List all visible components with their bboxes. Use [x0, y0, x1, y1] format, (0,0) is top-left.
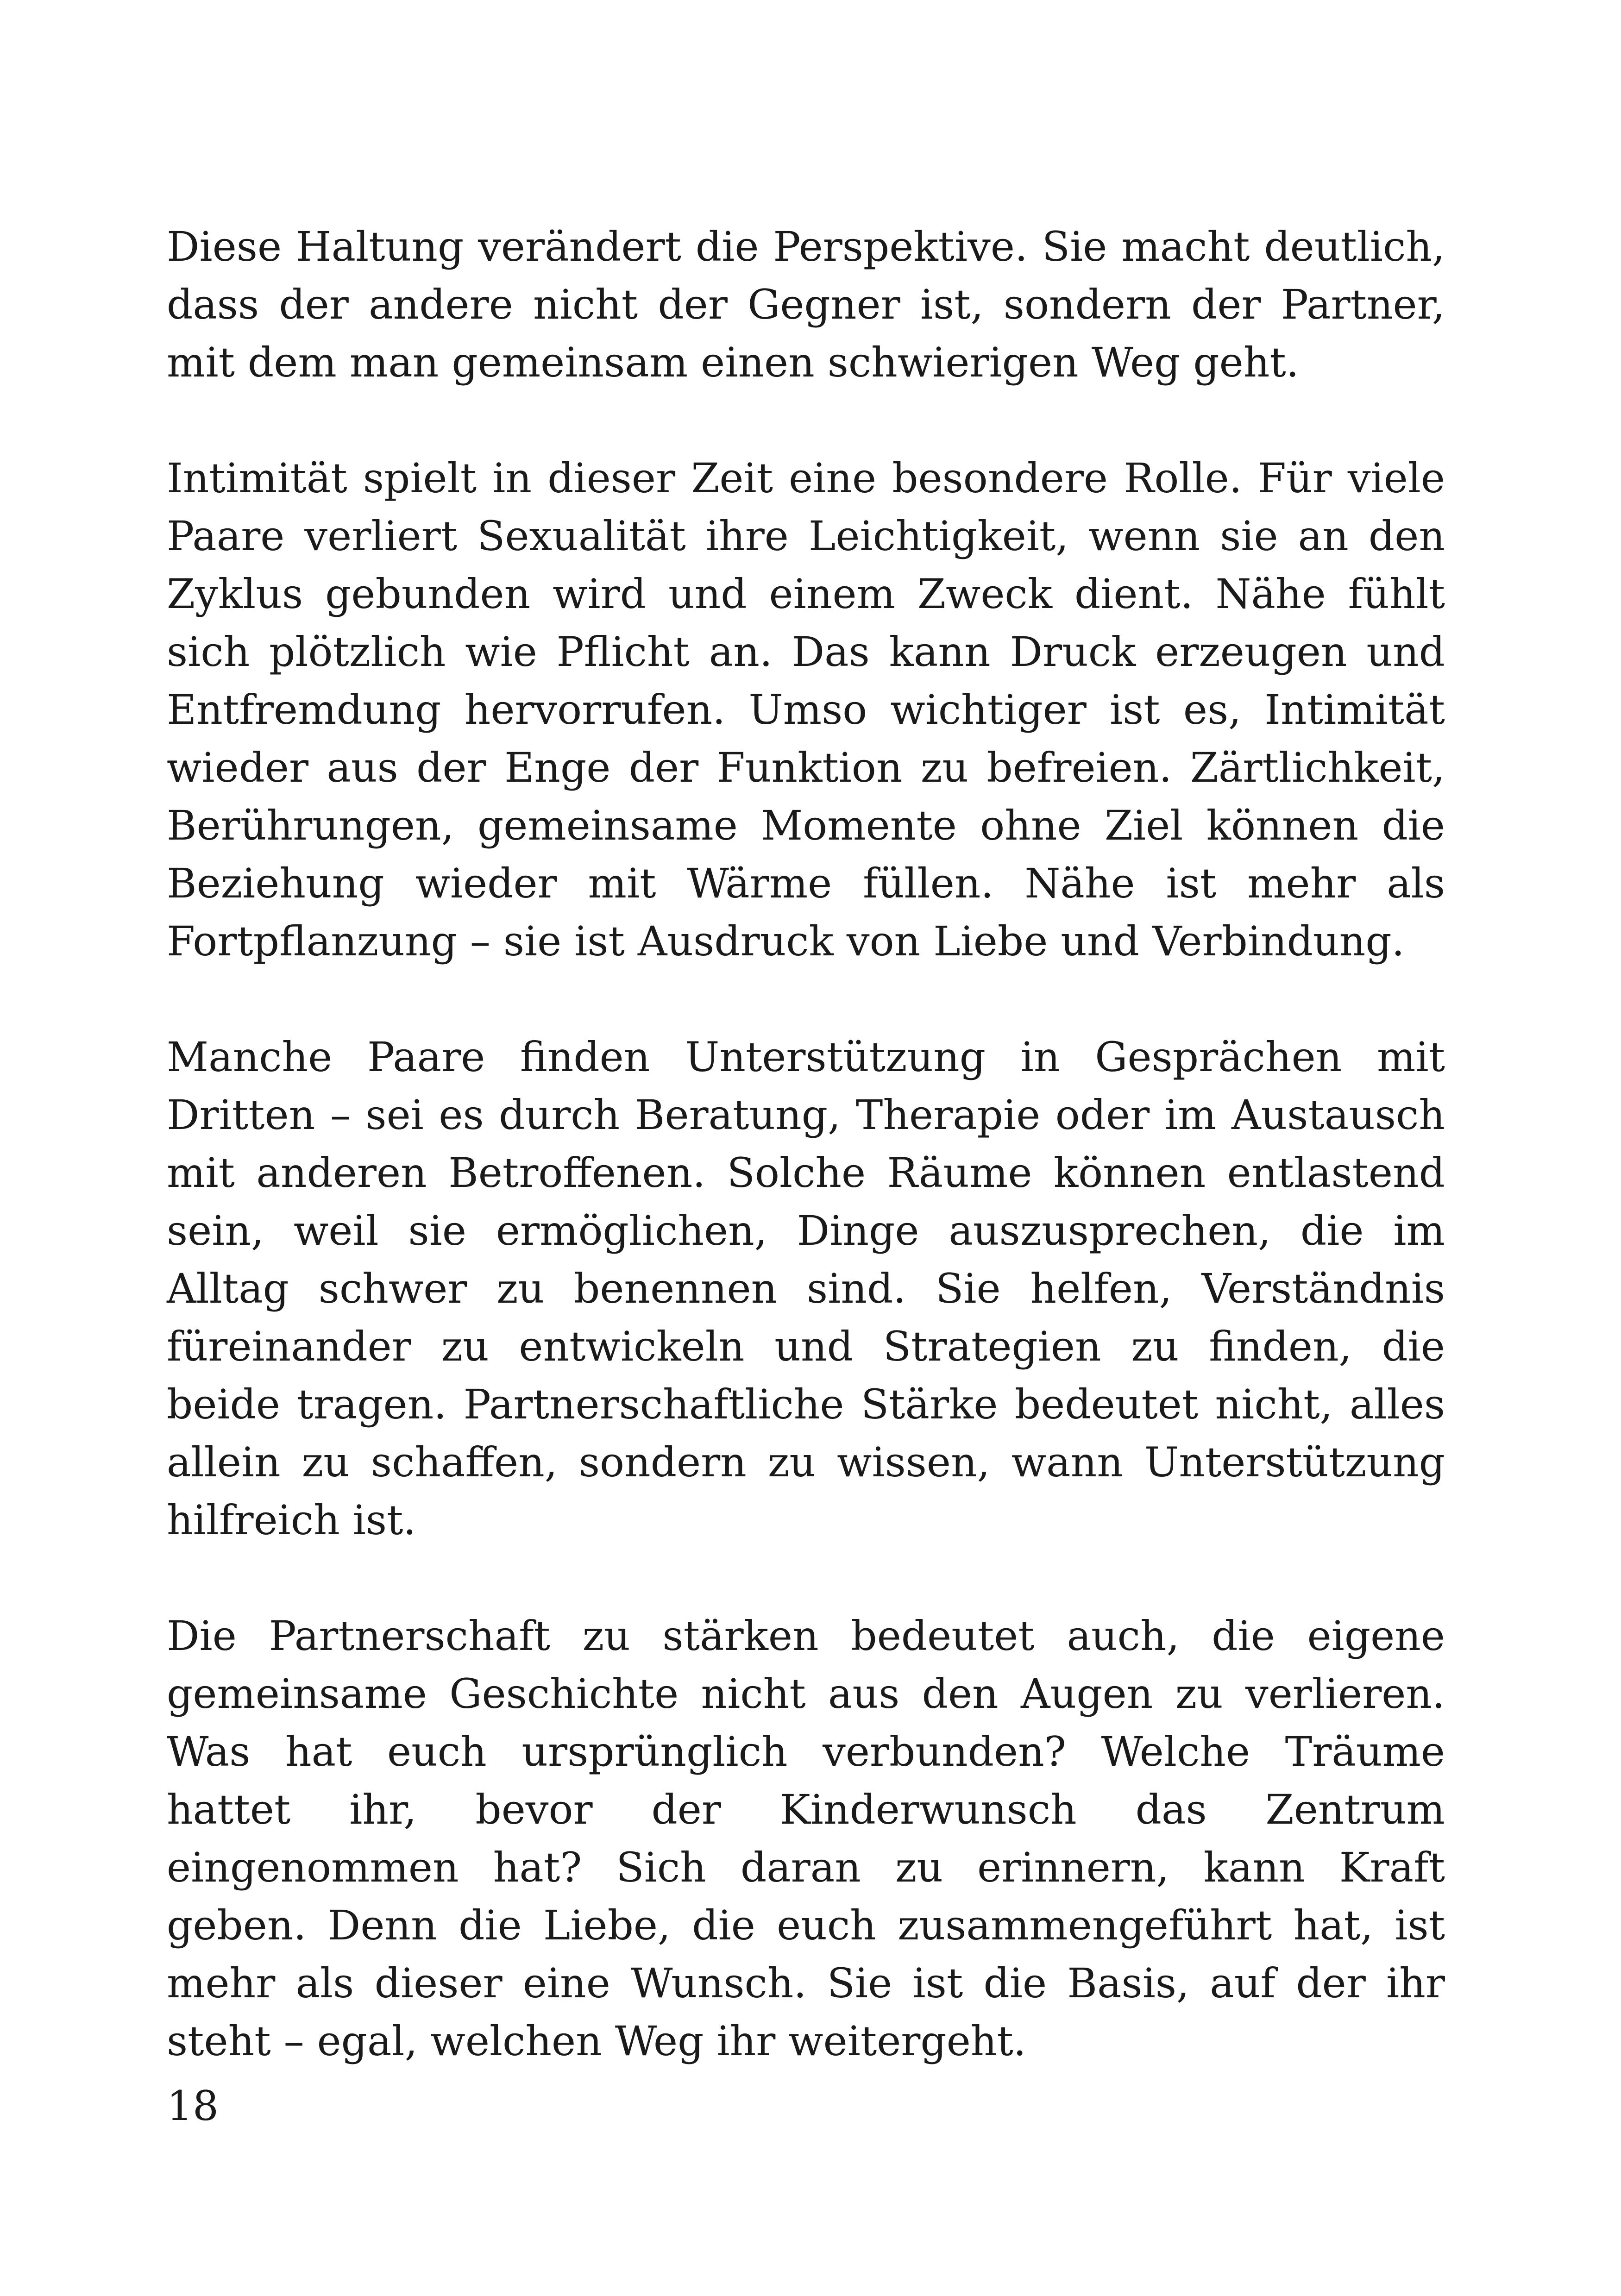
body-text: [167, 218, 1445, 2070]
paragraph-intimacy: Intimität spielt in dieser Zeit eine besondere Rolle. Für viele Paare verliert Sexualität ihre Leichtigkeit, wenn sie an den Zyklus gebunden wird und einem Zweck dient. Nähe fühlt sich plötzlich wie Pflicht an. Das kann Druck erzeugen und Entfremdung hervorrufen. Umso wichtiger ist es, Intimität wieder aus der Enge der Funktion zu befreien. Zärtlichkeit, Berührungen, gemeinsame Momente ohne Ziel können die Beziehung wieder mit Wärme füllen. Nähe ist mehr als Fortpflanzung – sie ist Ausdruck von Liebe und Verbindung.: [167, 454, 1445, 965]
paragraph-support: Manche Paare finden Unterstützung in Gesprächen mit Dritten – sei es durch Beratung, Therapie oder im Austausch mit anderen Betroffenen. Solche Räume können entlastend sein, weil sie ermöglichen, Dinge auszusprechen, die im Alltag schwer zu benennen sind. Sie helfen, Verständnis füreinander zu entwickeln und Strategien zu finden, die beide tragen. Partnerschaftliche Stärke bedeutet nicht, alles allein zu schaffen, sondern zu wissen, wann Unterstützung hilfreich ist.: [167, 1033, 1445, 1544]
paragraph-perspective: Diese Haltung verändert die Perspektive. Sie macht deutlich, dass der andere nicht der Gegner ist, sondern der Partner, mit dem man gemeinsam einen schwierigen Weg geht.: [167, 223, 1445, 386]
page-number: 18: [167, 2082, 219, 2130]
paragraph-shared-history: Die Partnerschaft zu stärken bedeutet auch, die eigene gemeinsame Geschichte nicht aus den Augen zu verlieren. Was hat euch ursprünglich verbunden? Welche Träume hattet ihr, bevor der Kinderwunsch das Zentrum eingenommen hat? Sich daran zu erinnern, kann Kraft geben. Denn die Liebe, die euch zusammengeführt hat, ist mehr als dieser eine Wunsch. Sie ist die Basis, auf der ihr steht – egal, welchen Weg ihr weitergeht.: [167, 1612, 1445, 2065]
